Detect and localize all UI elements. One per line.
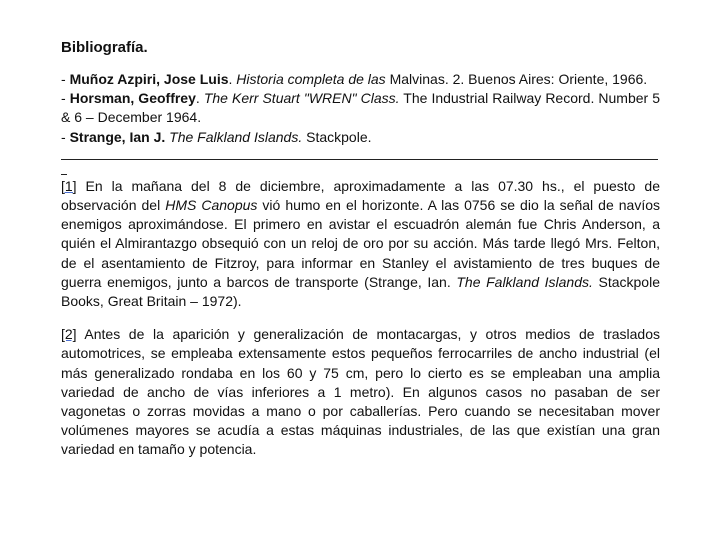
- footnote-1-marker-link[interactable]: [1]: [61, 177, 77, 194]
- entry-title: Historia completa de las: [236, 71, 386, 87]
- entry-details: Stackpole.: [302, 128, 372, 145]
- footnote-1: [61, 177, 660, 311]
- footnote-ship-name: HMS Canopus: [165, 197, 258, 214]
- entry-prefix: -: [61, 128, 70, 145]
- bibliography-entry: [61, 128, 660, 147]
- document-page: [61, 38, 660, 460]
- entry-author: Muñoz Azpiri, Jose Luis: [69, 71, 229, 87]
- entry-separator: .: [195, 90, 204, 107]
- entry-author: Strange, Ian J.: [69, 128, 166, 145]
- footnote-text: vió humo en el horizonte. A las 0756 se dio la señal de navíos enemigos aproximándose. El primero en avistar el escuadrón alemán fue Chris Anderson, a quién el Almirantazgo obsequió con un reloj de oro por su acción. Más tarde llegó Mrs. Felton, de el asentamiento de Fitzroy, para informar en Stanley el avistamiento de tres buques de guerra enemigos, junto a barcos de transporte (Strange, Ian.: [61, 197, 661, 290]
- entry-author: Horsman, Geoffrey: [69, 90, 196, 107]
- bibliography-heading: Bibliografía.: [61, 39, 148, 56]
- footnote-2: [61, 325, 660, 459]
- entry-details: Malvinas. 2. Buenos Aires: Oriente, 1966.: [385, 71, 648, 87]
- entry-prefix: -: [61, 71, 70, 87]
- entry-details: The Industrial Railway Record. Number 5 & 6 – December 1964.: [61, 90, 660, 126]
- footnote-text: Antes de la aparición y generalización de montacargas, y otros medios de traslados automotrices, se empleaba extensamente estos pequeños ferrocarriles de ancho industrial (el más generalizado rondaba en los 60 y 75 cm, pero lo cierto es se empleaban una amplia variedad de ancho de vías inferiores a 1 metro). En algunos casos no pasaban de ser vagonetas o zorras movidas a mano o por caballerías. Pero cuando se necesitaban mover volúmenes mayores se acudía a estas máquinas industriales, de las que existían una gran variedad en tamaño y potencia.: [61, 326, 660, 458]
- footnote-2-marker-link[interactable]: [2]: [61, 326, 77, 343]
- entry-title: The Falkland Islands.: [169, 128, 303, 145]
- footnote-separator: [61, 159, 658, 160]
- bibliography-entry: [61, 89, 660, 127]
- footnote-separator-tail: [61, 160, 67, 175]
- entry-separator: .: [228, 71, 237, 87]
- footnote-text: En la mañana del 8 de diciembre, aproximadamente a las 07.30 hs., el puesto de observación del: [61, 177, 660, 214]
- entry-title: The Kerr Stuart "WREN" Class.: [203, 90, 400, 107]
- bibliography-entry: [61, 70, 660, 89]
- entry-prefix: -: [61, 90, 70, 107]
- footnote-book-title: The Falkland Islands.: [456, 273, 593, 290]
- footnote-text: Stackpole Books, Great Britain – 1972).: [61, 273, 660, 310]
